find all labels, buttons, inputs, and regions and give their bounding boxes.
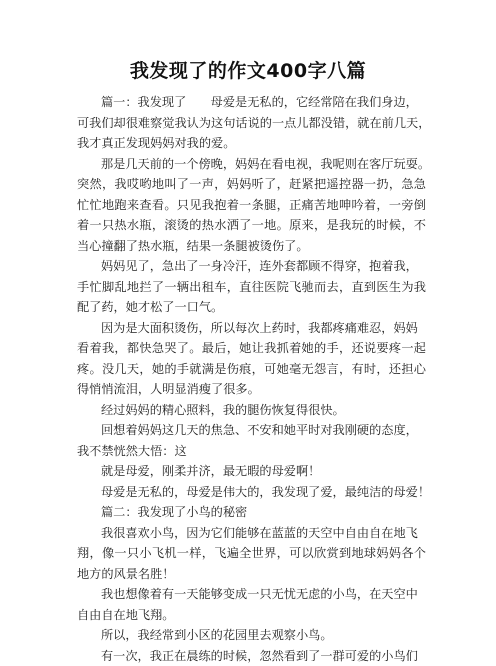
paragraph-line: 妈妈见了，急出了一身冷汗，连外套都顾不得穿，抱着我， (77, 256, 426, 277)
paragraph-line: 翔，像一只小飞机一样，飞遍全世界，可以欣赏到地球妈妈各个 (77, 543, 426, 564)
paragraph-line: 配了药，她才松了一口气。 (77, 297, 426, 318)
paragraph-line: 忙忙地跑来查看。只见我抱着一条腿，正痛苦地呻吟着，一旁倒 (77, 195, 426, 216)
section-heading: 篇二：我发现了小鸟的秘密 (77, 502, 426, 523)
paragraph-line: 当心撞翻了热水瓶，结果一条腿被烫伤了。 (77, 236, 426, 257)
paragraph-line: 篇一：我发现了 母爱是无私的，它经常陪在我们身边， (77, 92, 426, 113)
paragraph-line: 那是几天前的一个傍晚，妈妈在看电视，我呢则在客厅玩耍。 (77, 154, 426, 175)
paragraph-line: 我不禁恍然大悟：这 (77, 441, 426, 462)
paragraph-line: 疼。没几天，她的手就满是伤痕，可她毫无怨言，有时，还担心 (77, 359, 426, 380)
essay-body (77, 92, 426, 666)
paragraph-line: 母爱是无私的，母爱是伟大的，我发现了爱，最纯洁的母爱！ (77, 482, 426, 503)
paragraph-line: 就是母爱，刚柔并济，最无暇的母爱啊！ (77, 461, 426, 482)
paragraph-line: 我也想像着有一天能够变成一只无忧无虑的小鸟，在天空中 (77, 584, 426, 605)
paragraph-line: 突然，我哎哟地叫了一声，妈妈听了，赶紧把遥控器一扔，急急 (77, 174, 426, 195)
paragraph-line: 所以，我经常到小区的花园里去观察小鸟。 (77, 625, 426, 646)
paragraph-line: 经过妈妈的精心照料，我的腿伤恢复得很快。 (77, 400, 426, 421)
document-title: 我发现了的作文400字八篇 (0, 56, 496, 83)
paragraph-line: 我才真正发现妈妈对我的爱。 (77, 133, 426, 154)
paragraph-line: 地方的风景名胜！ (77, 564, 426, 585)
paragraph-line: 手忙脚乱地拦了一辆出租车，直往医院飞驰而去，直到医生为我 (77, 277, 426, 298)
paragraph-line: 可我们却很难察觉我认为这句话说的一点儿都没错，就在前几天， (77, 113, 426, 134)
paragraph-line: 有一次，我正在晨练的时候，忽然看到了一群可爱的小鸟们 (77, 646, 426, 666)
paragraph-line: 我很喜欢小鸟，因为它们能够在蓝蓝的天空中自由自在地飞 (77, 523, 426, 544)
paragraph-line: 得悄悄流泪，人明显消瘦了很多。 (77, 379, 426, 400)
paragraph-line: 因为是大面积烫伤，所以每次上药时，我都疼痛难忍，妈妈 (77, 318, 426, 339)
paragraph-line: 自由自在地飞翔。 (77, 605, 426, 626)
paragraph-line: 回想着妈妈这几天的焦急、不安和她平时对我刚硬的态度， (77, 420, 426, 441)
paragraph-line: 看着我，都快急哭了。最后，她让我抓着她的手，还说要疼一起 (77, 338, 426, 359)
paragraph-line: 着一只热水瓶，滚烫的热水洒了一地。原来，是我玩的时候，不 (77, 215, 426, 236)
